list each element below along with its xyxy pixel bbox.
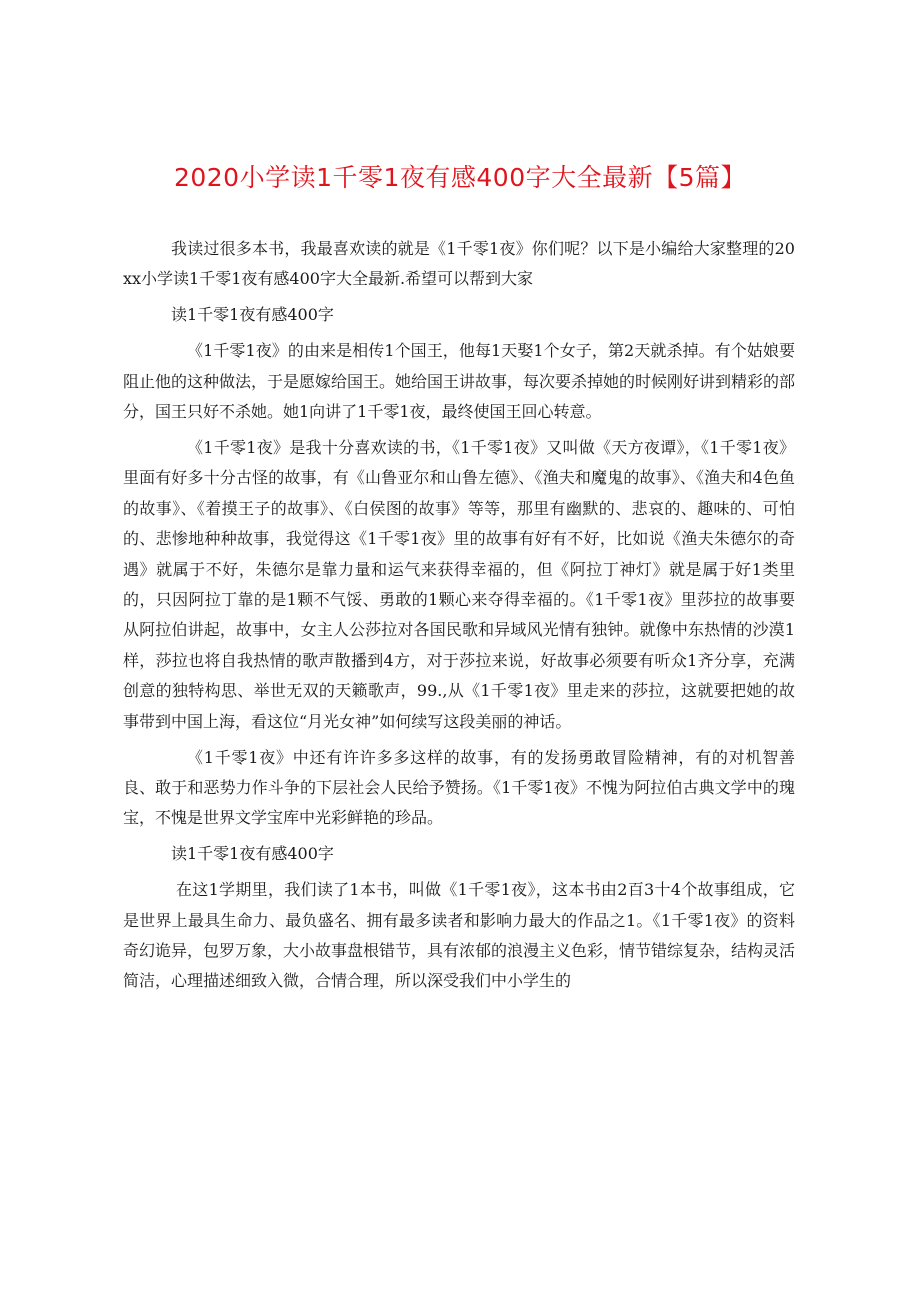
body-paragraph: 《1千零1夜》是我十分喜欢读的书，《1千零1夜》又叫做《天方夜谭》，《1千零1夜》里面有好多十分古怪的故事，有《山鲁亚尔和山鲁左德》、《渔夫和魔鬼的故事》、《渔夫和4色鱼的故事》、《着摸王子的故事》、《白侯图的故事》等等，那里有幽默的、悲哀的、趣味的、可怕的、悲惨地种种故事，我觉得这《1千零1夜》里的故事有好有不好，比如说《渔夫朱德尔的奇遇》就属于不好，朱德尔是靠力量和运气来获得幸福的，但《阿拉丁神灯》就是属于好1类里的，只因阿拉丁靠的是1颗不气馁、勇敢的1颗心来夺得幸福的。《1千零1夜》里莎拉的故事要从阿拉伯讲起，故事中，女主人公莎拉对各国民歌和异域风光情有独钟。就像中东热情的沙漠1样，莎拉也将自我热情的歌声散播到4方，对于莎拉来说，好故事必须要有听众1齐分享，充满创意的独特构思、举世无双的天籁歌声，99.,从《1千零1夜》里走来的莎拉，这就要把她的故事带到中国上海，看这位“月光女神”如何续写这段美丽的神话。 (123, 437, 795, 731)
document-title: 2020小学读1千零1夜有感400字大全最新【5篇】 (173, 163, 747, 192)
body-paragraph: 《1千零1夜》的由来是相传1个国王，他每1天娶1个女子，第2天就杀掉。有个姑娘要阻止他的这种做法，于是愿嫁给国王。她给国王讲故事，每次要杀掉她的时候刚好讲到精彩的部分，国王只好不杀她。她1向讲了1千零1夜，最终使国王回心转意。 (123, 341, 796, 422)
document-body (123, 234, 795, 1002)
body-paragraph: 在这1学期里，我们读了1本书，叫做《1千零1夜》，这本书由2百3十4个故事组成，它是世界上最具生命力、最负盛名、拥有最多读者和影响力最大的作品之1。《1千零1夜》的资料奇幻诡异，包罗万象，大小故事盘根错节，具有浓郁的浪漫主义色彩，情节错综复杂，结构灵活简洁，心理描述细致入微，合情合理，所以深受我们中小学生的 (123, 880, 796, 991)
section-heading: 读1千零1夜有感400字 (171, 305, 334, 325)
body-paragraph: 《1千零1夜》中还有许许多多这样的故事，有的发扬勇敢冒险精神，有的对机智善良、敢于和恶势力作斗争的下层社会人民给予赞扬。《1千零1夜》不愧为阿拉伯古典文学中的瑰宝，不愧是世界文学宝库中光彩鲜艳的珍品。 (123, 747, 795, 828)
section-heading: 读1千零1夜有感400字 (171, 844, 334, 864)
intro-paragraph: 我读过很多本书，我最喜欢读的就是《1千零1夜》你们呢？以下是小编给大家整理的20xx小学读1千零1夜有感400字大全最新.希望可以帮到大家 (123, 239, 795, 289)
